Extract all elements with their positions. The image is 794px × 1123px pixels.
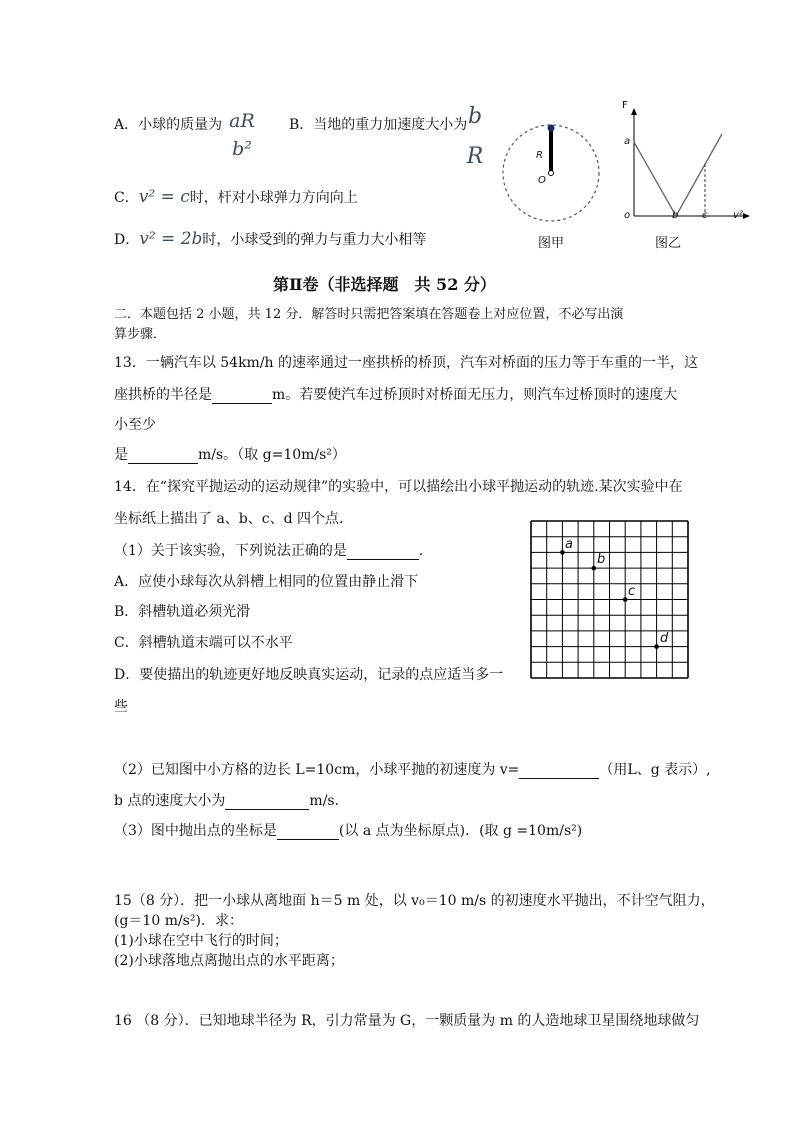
q14-sub2 [114, 761, 711, 779]
point-label-a: a [565, 537, 573, 552]
fig-yi-label-v2: v² [733, 210, 743, 221]
q12-option-d-text: 时，小球受到的弹力与重力大小相等 [202, 232, 427, 248]
q12-option-c-prefix: C． [114, 190, 139, 206]
q13-line2 [114, 386, 677, 404]
point-label-c: c [628, 584, 636, 599]
q12-option-d-prefix: D． [114, 232, 140, 248]
q12-option-b-numerator: b [467, 104, 483, 129]
q14-sub3-pre: （3）图中抛出点的坐标是 [114, 823, 277, 839]
q14-sub2-post: （用L、g 表示）, [599, 762, 711, 778]
q14-line1: 14．在“探究平抛运动的运动规律”的实验中，可以描绘出小球平抛运动的轨迹.某次实验中在 [114, 479, 683, 495]
q14-sub3 [114, 822, 582, 840]
trajectory-point-a [560, 550, 565, 555]
q14-sub1 [114, 542, 433, 560]
q14-option-d-line1: D．要使描出的轨迹更好地反映真实运动，记录的点应适当多一 [114, 667, 504, 683]
ball [548, 125, 555, 132]
q14-sub2b [114, 792, 339, 810]
q13-line1: 13．一辆汽车以 54km/h 的速率通过一座拱桥的桥顶，汽车对桥面的压力等于车重的一半，这 [114, 355, 699, 371]
q12-option-a-label: A．小球的质量为 [114, 117, 223, 133]
trajectory-point-d [654, 644, 659, 649]
q14-sub1-end: ． [418, 543, 433, 559]
figure-yi [620, 108, 750, 228]
q13-line4-post: m/s。（取 g=10m/s²） [198, 447, 346, 463]
q14-sub2b-speed-blank[interactable] [225, 795, 309, 810]
q12-option-c-text: 时，杆对小球弹力方向向上 [189, 190, 358, 206]
q14-option-b: B．斜槽轨道必须光滑 [114, 604, 251, 620]
q12-option-d [114, 230, 426, 249]
figure-jia [500, 120, 610, 235]
q14-sub2b-post: m/s. [309, 793, 340, 809]
q13-line3: 小至少 [114, 417, 156, 433]
fig-jia-label-o: O [538, 175, 546, 186]
q13-line4 [114, 446, 346, 464]
q12-option-a-numerator: aR [229, 110, 255, 132]
fig-jia-caption: 图甲 [538, 236, 565, 251]
q12-option-a-denominator: b² [232, 138, 252, 160]
q13-answer-speed-blank[interactable] [128, 449, 198, 464]
q14-sub2-pre: （2）已知图中小方格的边长 L=10cm，小球平抛的初速度为 v= [114, 762, 520, 778]
q13-line4-pre: 是 [114, 447, 128, 463]
q13-answer-radius-blank[interactable] [212, 389, 272, 404]
q12-option-c-math: v² = c [138, 187, 190, 207]
q12-option-b-label: B．当地的重力加速度大小为 [289, 117, 468, 133]
fig-yi-label-a: a [624, 136, 631, 147]
q13-line2-pre: 座拱桥的半径是 [114, 387, 212, 403]
section2-intro-line1: 二．本题包括 2 小题，共 12 分．解答时只需把答案填在答题卷上对应位置，不必写出演 [114, 307, 624, 322]
fig-yi-label-o: o [624, 210, 631, 221]
f-axis-arrow [631, 108, 637, 115]
f-curve [634, 134, 722, 216]
q14-option-a: A．应使小球每次从斜槽上相同的位置由静止滑下 [114, 574, 419, 590]
grid-figure [530, 520, 690, 682]
q15-line1: 15（8 分）．把一小球从离地面 h＝5 m 处，以 v₀＝10 m/s 的初速度水平抛出，不计空气阻力， [114, 893, 715, 909]
fig-jia-label-r: R [536, 150, 543, 161]
fig-yi-label-b: b [672, 210, 679, 221]
q15-line4: (2)小球落地点离抛出点的水平距离； [114, 953, 344, 969]
trajectory-point-c [623, 597, 628, 602]
section2-intro-line2: 算步骤． [114, 327, 167, 342]
fig-yi-label-f: F [622, 100, 628, 111]
q15-line3: (1)小球在空中飞行的时间； [114, 933, 288, 949]
q14-sub3-blank[interactable] [277, 825, 339, 840]
pivot [549, 171, 554, 176]
q14-option-d-line2: 些 [114, 699, 128, 715]
q14-sub3-post: (以 a 点为坐标原点)．(取 g =10m/s²) [338, 823, 583, 839]
q12-option-a [114, 116, 222, 134]
q15-line2: (g＝10 m/s²)．求： [114, 913, 243, 929]
q12-option-b-denominator: R [466, 144, 484, 169]
trajectory-point-b [592, 566, 597, 571]
q14-sub1-blank[interactable] [347, 545, 419, 560]
point-label-d: d [660, 631, 669, 646]
q14-sub1-text: （1）关于该实验，下列说法正确的是 [114, 543, 347, 559]
v2-axis-arrow [743, 213, 750, 219]
q14-option-c: C．斜槽轨道末端可以不水平 [114, 635, 293, 651]
q14-sub2b-pre: b 点的速度大小为 [114, 793, 226, 809]
fig-yi-label-c: c [702, 210, 708, 221]
q16-line1: 16 （8 分）．已知地球半径为 R，引力常量为 G，一颗质量为 m 的人造地球卫星围绕地球做匀 [114, 1013, 700, 1029]
point-label-b: b [597, 552, 606, 567]
q12-option-b [289, 116, 467, 134]
q14-line2: 坐标纸上描出了 a、b、c、d 四个点． [114, 511, 354, 527]
q14-sub2-velocity-blank[interactable] [519, 764, 599, 779]
grid-lines [531, 521, 688, 678]
q12-option-c [114, 188, 358, 207]
fig-yi-caption: 图乙 [655, 236, 682, 251]
section2-title: 第Ⅱ卷（非选择题 共 52 分） [273, 275, 496, 294]
q12-option-d-math: v² = 2b [139, 229, 203, 249]
q13-line2-post: m。若要使汽车过桥顶时对桥面无压力，则汽车过桥顶时的速度大 [272, 387, 678, 403]
